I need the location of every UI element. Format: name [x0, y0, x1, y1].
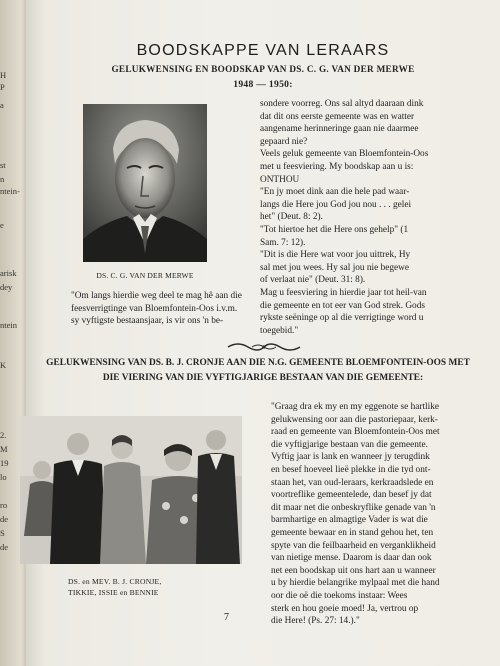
text-line: met u feesviering. My boodskap aan u is:: [260, 161, 414, 172]
edge-text-fragment: a: [0, 100, 4, 110]
edge-text-fragment: 19: [0, 458, 9, 468]
page-title: BOODSKAPPE VAN LERAARS: [136, 42, 390, 59]
text-line: en besef hoeveel lieë plekke in die tyd ont-: [271, 464, 431, 475]
text-line: Mag u feesviering in hierdie jaar tot heil-van: [260, 287, 427, 298]
edge-text-fragment: S: [0, 528, 5, 538]
portrait-caption: DS. C. G. VAN DER MERWE: [96, 271, 194, 280]
text-line: sal met jou wees. Hy sal jou nie begewe: [260, 262, 409, 273]
text-line: "Dit is die Here wat voor jou uittrek, Hy: [260, 250, 411, 261]
text-line: "Om langs hierdie weg deel te mag hê aan die: [71, 291, 242, 301]
text-line: toegebid.": [260, 325, 299, 336]
portrait-image: [83, 104, 207, 262]
text-line: "Tot hiertoe het die Here ons gehelp" (1: [260, 224, 409, 235]
edge-text-fragment: ntein: [0, 320, 17, 330]
tenure-years: 1948 — 1950:: [233, 79, 293, 90]
edge-text-fragment: arisk: [0, 268, 17, 278]
edge-text-fragment: H: [0, 70, 7, 80]
text-line: die vyftigjarige bestaan van die gemeente.: [271, 439, 428, 450]
family-image: [20, 416, 242, 564]
edge-text-fragment: ntein-: [0, 186, 20, 196]
text-line: gelukwensing oor aan die pastoriepaar, kerk-: [271, 414, 438, 425]
edge-text-fragment: e: [0, 220, 4, 230]
text-line: "Graag dra ek my en my eggenote se hartlike: [271, 402, 439, 412]
text-line: langs die Here jou God jou nou . . . gelei: [260, 199, 412, 210]
edge-text-fragment: n: [0, 174, 5, 184]
page-number: 7: [224, 612, 229, 623]
edge-text-fragment: ro: [0, 500, 8, 510]
text-line: dat dit ons eerste gemeente was en watter: [260, 111, 415, 122]
text-line: oor die oë die toekoms instaar: Wees: [271, 590, 408, 601]
portrait-photo: [83, 104, 207, 262]
section2-heading-line1: GELUKWENSING VAN DS. B. J. CRONJE AAN DIE N.G. GEMEENTE BLOEMFONTEIN-OOS MET: [46, 358, 470, 368]
text-line: die gemeente en tot eer van God strek. Gods: [260, 300, 425, 311]
text-line: u by hierdie belangrike mylpaal met die hand: [271, 578, 440, 589]
text-line: spyte van die feilbaarheid en verganklikheid: [271, 540, 436, 551]
text-line: barmhartige en almagtige Vader is wat die: [271, 515, 428, 526]
text-line: dit maar net die onbeskryflike genade van 'n: [271, 502, 436, 513]
text-line: net een boodskap uit ons hart aan u wanneer: [271, 565, 436, 576]
text-line: ONTHOU: [260, 174, 300, 185]
text-line: staan het, van oud-leraars, kerkraadslede en: [271, 477, 434, 488]
text-line: sy vyftigste bestaansjaar, is vir ons 'n be-: [71, 316, 224, 327]
text-line: raad en gemeente van Bloemfontein-Oos met: [271, 427, 440, 438]
edge-text-fragment: st: [0, 160, 6, 170]
edge-text-fragment: de: [0, 542, 9, 552]
edge-text-fragment: dey: [0, 282, 13, 292]
text-line: feesverrigtinge van Bloemfontein-Oos i.v.m.: [71, 303, 238, 314]
text-line: die Here! (Ps. 27: 14.).": [271, 616, 360, 627]
text-line: voortreflike gemeentelede, dan besef jy dat: [271, 490, 432, 501]
text-line: rykste seëninge op al die verrigtinge word u: [260, 313, 424, 324]
text-line: sterk en hou goeie moed! Ja, vertrou op: [271, 603, 419, 614]
family-caption-line2: TIKKIE, ISSIE en BENNIE: [68, 588, 159, 597]
text-line: gepaard nie?: [260, 136, 308, 147]
text-line: Vyftig jaar is lank en wanneer jy terugdink: [271, 452, 430, 463]
text-line: Veels geluk gemeente van Bloemfontein-Oos: [260, 149, 429, 160]
section2-right-column: [271, 401, 440, 628]
page-subtitle: GELUKWENSING EN BOODSKAP VAN DS. C. G. VAN DER MERWE: [111, 64, 415, 74]
text-line: van nietige mense. Daarom is daar dan ook: [271, 553, 432, 564]
edge-text-fragment: K: [0, 360, 7, 370]
text-line: het" (Deut. 8: 2).: [260, 212, 323, 223]
edge-text-fragment: de: [0, 514, 9, 524]
booklet-page: [26, 0, 500, 666]
ornament-divider: [224, 340, 304, 354]
text-line: sondere voorreg. Ons sal altyd daaraan dink: [260, 99, 424, 109]
edge-text-fragment: 2.: [0, 430, 7, 440]
text-line: Sam. 7: 12).: [260, 237, 306, 248]
family-photo: [20, 416, 242, 564]
right-column-text: [260, 98, 428, 337]
edge-text-fragment: P: [0, 82, 5, 92]
family-caption-line1: DS. en MEV. B. J. CRONJE,: [68, 577, 162, 586]
section2-heading-line2: DIE VIERING VAN DIE VYFTIGJARIGE BESTAAN VAN DIE GEMEENTE:: [102, 373, 424, 383]
edge-text-fragment: lo: [0, 472, 7, 482]
text-line: "En jy moet dink aan die hele pad waar-: [260, 187, 410, 198]
text-line: of verlaat nie" (Deut. 31: 8).: [260, 275, 366, 286]
edge-text-fragment: M: [0, 444, 8, 454]
text-line: gemeente bewaar en in stand gehou het, ten: [271, 527, 434, 538]
text-line: aangename herinneringe gaan nie daarmee: [260, 124, 419, 135]
left-column-text: [71, 290, 242, 328]
